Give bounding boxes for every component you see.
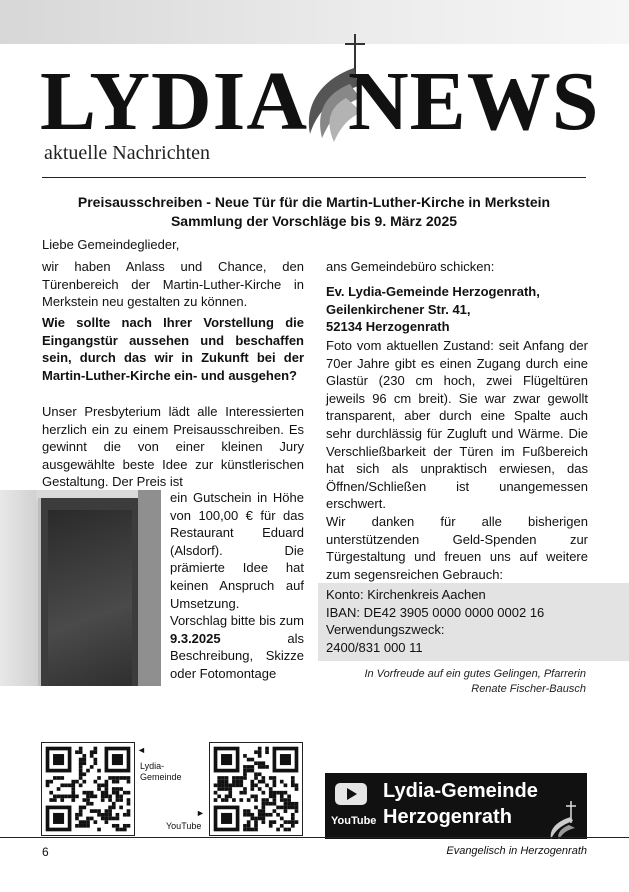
arrow-right-icon: ► (196, 808, 205, 818)
question-paragraph: Wie sollte nach Ihrer Vorstellung die Eingangstür aussehen und beschaffen sein, durch das wir in Zukunft bei der Martin-Luther-Kirche ein- und ausgehen? (42, 315, 304, 383)
deadline-date: 9.3.2025 (170, 630, 221, 646)
closing-signature: In Vorfreude auf ein gutes Gelingen, Pfarrerin Renate Fischer-Bausch (364, 668, 586, 695)
qr-label-gemeinde: Lydia- Gemeinde (140, 761, 182, 782)
paragraph-prize: ein Gutschein in Höhe von 100,00 € für das Restaurant Eduard (Alsdorf). Die prämierte Idee hat keinen Anspruch auf Umsetzung. (170, 490, 304, 611)
youtube-play-icon (335, 783, 367, 805)
paragraph-thanks: Wir danken für alle bisherigen unterstützenden Geld-Spenden zur Türgestaltung und freuen uns auf weitere zum segensreichen Gebrauch: (326, 514, 588, 582)
footer-publication: Evangelisch in Herzogenrath (446, 845, 587, 857)
paragraph-deadline: Vorschlag bitte bis zum 9.3.2025 als Beschreibung, Skizze oder Fotomontage (170, 613, 304, 681)
qr-code-youtube[interactable] (209, 742, 303, 836)
headline-line-1: Preisausschreiben - Neue Tür für die Martin-Luther-Kirche in Merkstein (77, 194, 551, 210)
header-divider (42, 177, 586, 178)
col2-intro: ans Gemeindebüro schicken: (326, 259, 495, 274)
masthead-subtitle: aktuelle Nachrichten (44, 142, 211, 164)
bank-account-details: Konto: Kirchenkreis Aachen IBAN: DE42 3905 0000 0000 0002 16 Verwendungszweck: 2400/831 000 11 (326, 587, 545, 655)
arrow-left-icon: ◄ (137, 745, 146, 755)
headline-line-2: Sammlung der Vorschläge bis 9. März 2025 (170, 213, 458, 229)
qr-label-youtube: YouTube (166, 821, 202, 831)
youtube-wordmark: YouTube (331, 815, 377, 827)
church-door-photo (0, 490, 161, 686)
qr-code-lydia-gemeinde[interactable] (41, 742, 135, 836)
page-number: 6 (42, 845, 49, 859)
footer-divider (0, 837, 629, 838)
postal-address: Ev. Lydia-Gemeinde Herzogenrath, Geilenkirchener Str. 41, 52134 Herzogenrath (326, 284, 540, 335)
masthead-title-right: NEWS (348, 55, 600, 148)
paragraph-competition: Unser Presbyterium lädt alle Interessierten herzlich ein zu einem Preisausschreiben. Es gewinnt die von einer kleinen Jury ausgewählte beste Idee zur künstlerischen Gestaltung. Der Preis ist (42, 404, 304, 490)
cross-logo-icon (539, 799, 583, 839)
banner-line-1: Lydia-Gemeinde (383, 780, 538, 802)
salutation: Liebe Gemeindeglieder, (42, 237, 180, 252)
youtube-channel-banner[interactable] (325, 773, 587, 839)
paragraph-intro: wir haben Anlass und Chance, den Türenbereich der Martin-Luther-Kirche in Merkstein neu gestalten zu können. (42, 259, 304, 310)
masthead-title-left: LYDIA (40, 55, 308, 148)
paragraph-current-state: Foto vom aktuellen Zustand: seit Anfang der 70er Jahre gibt es einen Zugang durch eine Glastür (230 cm hoch, zwei Flügeltüren jeweils 96 cm breit). Sie war zwar gewollt transparent, aber durch eine Spalte auch sehr durchlässig für Zugluft und Wärme. Die Verschließbarkeit der Türen im Fußbereich hat sich als unpraktisch erwiesen, das Öffnen/Schließen ist unangemessen erschwert. (326, 338, 588, 512)
banner-line-2: Herzogenrath (383, 806, 512, 828)
article-headline (42, 193, 586, 231)
